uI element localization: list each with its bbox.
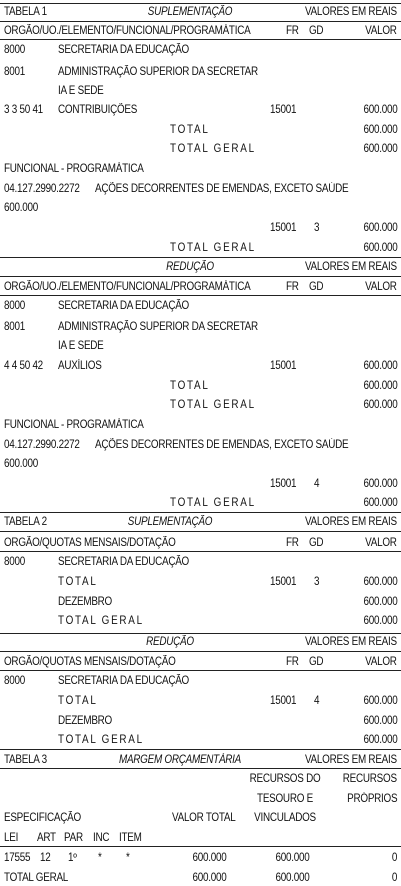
funcional-gd: 4 <box>314 478 320 490</box>
table-label: TABELA 3 <box>4 754 47 766</box>
col-fr: FR <box>286 537 299 549</box>
col-valor: VALOR <box>365 656 397 668</box>
element-fr: 15001 <box>270 360 297 372</box>
org-code: 8000 <box>4 44 25 56</box>
rule-top <box>0 3 401 4</box>
total-geral-recursos-proprios: 0 <box>391 872 397 884</box>
total-fr: 15001 <box>270 576 297 588</box>
rule <box>0 257 401 258</box>
month-label: DEZEMBRO <box>58 715 112 727</box>
total-label: TOTAL <box>58 695 98 707</box>
uo-name: ADMINISTRAÇÃO SUPERIOR DA SECRETAR <box>58 321 258 333</box>
col-recursos-proprios: RECURSOS <box>343 773 397 785</box>
funcional-heading: FUNCIONAL - PROGRAMÁTICA <box>4 163 144 175</box>
col-especificacao: ESPECIFICAÇÃO <box>4 812 81 824</box>
section-title: REDUÇÃO <box>166 261 214 273</box>
col-item: ITEM <box>119 832 142 844</box>
org-name: SECRETARIA DA EDUCAÇÃO <box>58 44 189 56</box>
col-gd: GD <box>309 25 324 37</box>
element-value: 600.000 <box>363 360 397 372</box>
row-item: * <box>126 852 130 864</box>
rule <box>0 512 401 513</box>
col-par: PAR <box>64 832 83 844</box>
col-header: ORGÃO/QUOTAS MENSAIS/DOTAÇÃO <box>4 537 176 549</box>
total-value: 600.000 <box>363 124 397 136</box>
section-title: SUPLEMENTAÇÃO <box>127 516 213 528</box>
col-valor: VALOR <box>365 281 397 293</box>
month-label: DEZEMBRO <box>58 596 112 608</box>
col-header: ORGÃO/UO./ELEMENTO/FUNCIONAL/PROGRAMÁTICA <box>4 25 251 37</box>
col-fr: FR <box>286 25 299 37</box>
col-header: ORGÃO/UO./ELEMENTO/FUNCIONAL/PROGRAMÁTICA <box>4 281 251 293</box>
col-recursos-tesouro: RECURSOS DO <box>249 773 321 785</box>
org-name: SECRETARIA DA EDUCAÇÃO <box>58 300 189 312</box>
org-name: SECRETARIA DA EDUCAÇÃO <box>58 675 189 687</box>
funcional-value: 600.000 <box>4 458 38 470</box>
funcional-code: 04.127.2990.2272 <box>4 439 80 451</box>
total-fr: 15001 <box>270 695 297 707</box>
element-value: 600.000 <box>363 104 397 116</box>
total-geral-value: 600.000 <box>363 497 397 509</box>
total-geral-label: TOTAL GERAL <box>4 872 69 884</box>
rule <box>0 749 401 750</box>
col-valor-total: VALOR TOTAL <box>172 812 236 824</box>
col-recursos-proprios: PRÓPRIOS <box>346 793 397 805</box>
col-valor: VALOR <box>365 25 397 37</box>
funcional-value: 600.000 <box>4 202 38 214</box>
uo-name-cont: IA E SEDE <box>58 340 104 352</box>
total-geral-label: TOTAL GERAL <box>170 242 256 254</box>
uo-name: ADMINISTRAÇÃO SUPERIOR DA SECRETAR <box>58 66 258 78</box>
total-label: TOTAL <box>170 380 210 392</box>
rule <box>0 276 401 277</box>
rule <box>0 846 401 847</box>
section-title: REDUÇÃO <box>146 636 194 648</box>
total-label: TOTAL <box>58 576 98 588</box>
col-inc: INC <box>93 832 110 844</box>
element-code: 3 3 50 41 <box>4 104 43 116</box>
rule <box>0 531 401 532</box>
total-geral-label: TOTAL GERAL <box>170 399 256 411</box>
col-gd: GD <box>309 656 324 668</box>
funcional-desc: AÇÕES DECORRENTES DE EMENDAS, EXCETO SAÚDE <box>95 183 349 195</box>
row-lei: 17555 <box>4 852 31 864</box>
element-name: CONTRIBUIÇÕES <box>58 104 138 116</box>
total-gd: 3 <box>314 576 320 588</box>
total-geral-label: TOTAL GERAL <box>170 497 256 509</box>
total-geral-valor-total: 600.000 <box>192 872 226 884</box>
rule <box>0 295 401 296</box>
element-code: 4 4 50 42 <box>4 360 43 372</box>
org-code: 8000 <box>4 675 25 687</box>
total-gd: 4 <box>314 695 320 707</box>
row-recursos-proprios: 0 <box>391 852 397 864</box>
total-geral-value: 600.000 <box>363 399 397 411</box>
rule <box>0 551 401 552</box>
funcional-heading: FUNCIONAL - PROGRAMÁTICA <box>4 419 144 431</box>
table-label: TABELA 1 <box>4 6 47 18</box>
rule <box>0 651 401 652</box>
col-header: ORGÃO/QUOTAS MENSAIS/DOTAÇÃO <box>4 656 176 668</box>
col-art: ART <box>37 832 56 844</box>
total-value: 600.000 <box>363 576 397 588</box>
total-label: TOTAL <box>170 124 210 136</box>
section-title: MARGEM ORÇAMENTÁRIA <box>118 754 242 766</box>
month-value: 600.000 <box>363 596 397 608</box>
valores-label: VALORES EM REAIS <box>305 6 397 18</box>
org-name: SECRETARIA DA EDUCAÇÃO <box>58 556 189 568</box>
rule <box>0 21 401 22</box>
col-gd: GD <box>309 281 324 293</box>
valores-label: VALORES EM REAIS <box>305 261 397 273</box>
total-value: 600.000 <box>363 380 397 392</box>
valores-label: VALORES EM REAIS <box>305 636 397 648</box>
valores-label: VALORES EM REAIS <box>305 754 397 766</box>
element-name: AUXÍLIOS <box>58 360 102 372</box>
funcional-desc: AÇÕES DECORRENTES DE EMENDAS, EXCETO SAÚDE <box>95 439 349 451</box>
row-inc: * <box>98 852 102 864</box>
funcional-fr: 15001 <box>270 222 297 234</box>
funcional-gd: 3 <box>314 222 320 234</box>
org-code: 8000 <box>4 300 25 312</box>
col-fr: FR <box>286 281 299 293</box>
valores-label: VALORES EM REAIS <box>305 516 397 528</box>
uo-code: 8001 <box>4 66 25 78</box>
row-art: 12 <box>40 852 51 864</box>
rule <box>0 633 401 634</box>
col-lei: LEI <box>4 832 19 844</box>
col-gd: GD <box>309 537 324 549</box>
table-label: TABELA 2 <box>4 516 47 528</box>
org-code: 8000 <box>4 556 25 568</box>
total-value: 600.000 <box>363 695 397 707</box>
total-geral-label: TOTAL GERAL <box>170 143 256 155</box>
funcional-fr: 15001 <box>270 478 297 490</box>
row-recursos-tesouro: 600.000 <box>275 852 309 864</box>
total-geral-value: 600.000 <box>363 143 397 155</box>
total-geral-label: TOTAL GERAL <box>58 615 144 627</box>
rule <box>0 768 401 769</box>
total-geral-value: 600.000 <box>363 734 397 746</box>
row-par: 1º <box>68 852 77 864</box>
col-recursos-tesouro: TESOURO E <box>257 793 313 805</box>
month-value: 600.000 <box>363 715 397 727</box>
total-geral-recursos-tesouro: 600.000 <box>275 872 309 884</box>
rule <box>0 670 401 671</box>
col-valor: VALOR <box>365 537 397 549</box>
funcional-valor: 600.000 <box>363 222 397 234</box>
col-recursos-tesouro: VINCULADOS <box>254 812 316 824</box>
funcional-valor: 600.000 <box>363 478 397 490</box>
total-geral-label: TOTAL GERAL <box>58 734 144 746</box>
element-fr: 15001 <box>270 104 297 116</box>
funcional-code: 04.127.2990.2272 <box>4 183 80 195</box>
uo-name-cont: IA E SEDE <box>58 85 104 97</box>
uo-code: 8001 <box>4 321 25 333</box>
rule <box>0 39 401 40</box>
row-valor-total: 600.000 <box>192 852 226 864</box>
col-fr: FR <box>286 656 299 668</box>
section-title: SUPLEMENTAÇÃO <box>147 6 233 18</box>
total-geral-value: 600.000 <box>363 615 397 627</box>
total-geral-value: 600.000 <box>363 242 397 254</box>
